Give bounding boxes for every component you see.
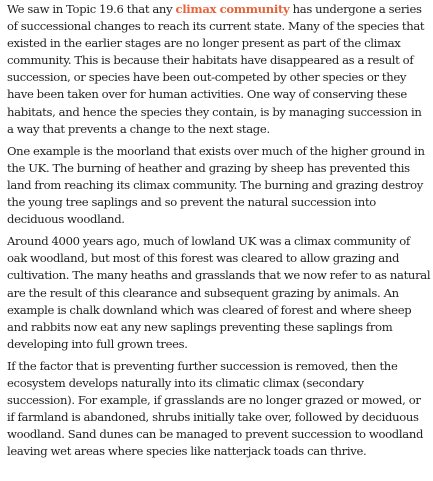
paragraph-climax-community (7, 1, 431, 138)
paragraph-oak-woodland: Around 4000 years ago, much of lowland UK was a climax community of oak woodland, but most of this forest was cleared to allow grazing and cultivation. The many heaths and grasslands that we now refer to as natural are the result of this clearance and subsequent grazing by animals. An example is chalk downland which was cleared of forest and where sheep and rabbits now eat any new saplings preventing these saplings from developing into full grown trees. (7, 234, 431, 351)
key-term-climax-community: climax community (175, 2, 290, 16)
paragraph-secondary-succession: If the factor that is preventing further succession is removed, then the ecosystem develops naturally into its climatic climax (secondary succession). For example, if grasslands are no longer grazed or mowed, or if farmland is abandoned, shrubs initially take over, followed by deciduous woodland. Sand dunes can be managed to prevent succession to woodland leaving wet areas where species like natterjack toads can thrive. (7, 358, 424, 459)
paragraph-rest-text: has undergone a series of successional changes to reach its current state. Many of the species that existed in the earlier stages are no longer present as part of the climax community. This is because their habitats have disappeared as a result of succession, or species have been out-competed by other species or they have been taken over for human activities. One way of conserving these habitats, and hence the species they contain, is by managing succession in a way that prevents a change to the next stage. (7, 2, 425, 136)
paragraph-moorland: One example is the moorland that exists over much of the higher ground in the UK. The burning of heather and grazing by sheep has prevented this land from reaching its climax community. The burning and grazing destroy the young tree saplings and so prevent the natural succession into deciduous woodland. (7, 143, 425, 227)
paragraph-lead-text: We saw in Topic 19.6 that any (7, 2, 176, 16)
